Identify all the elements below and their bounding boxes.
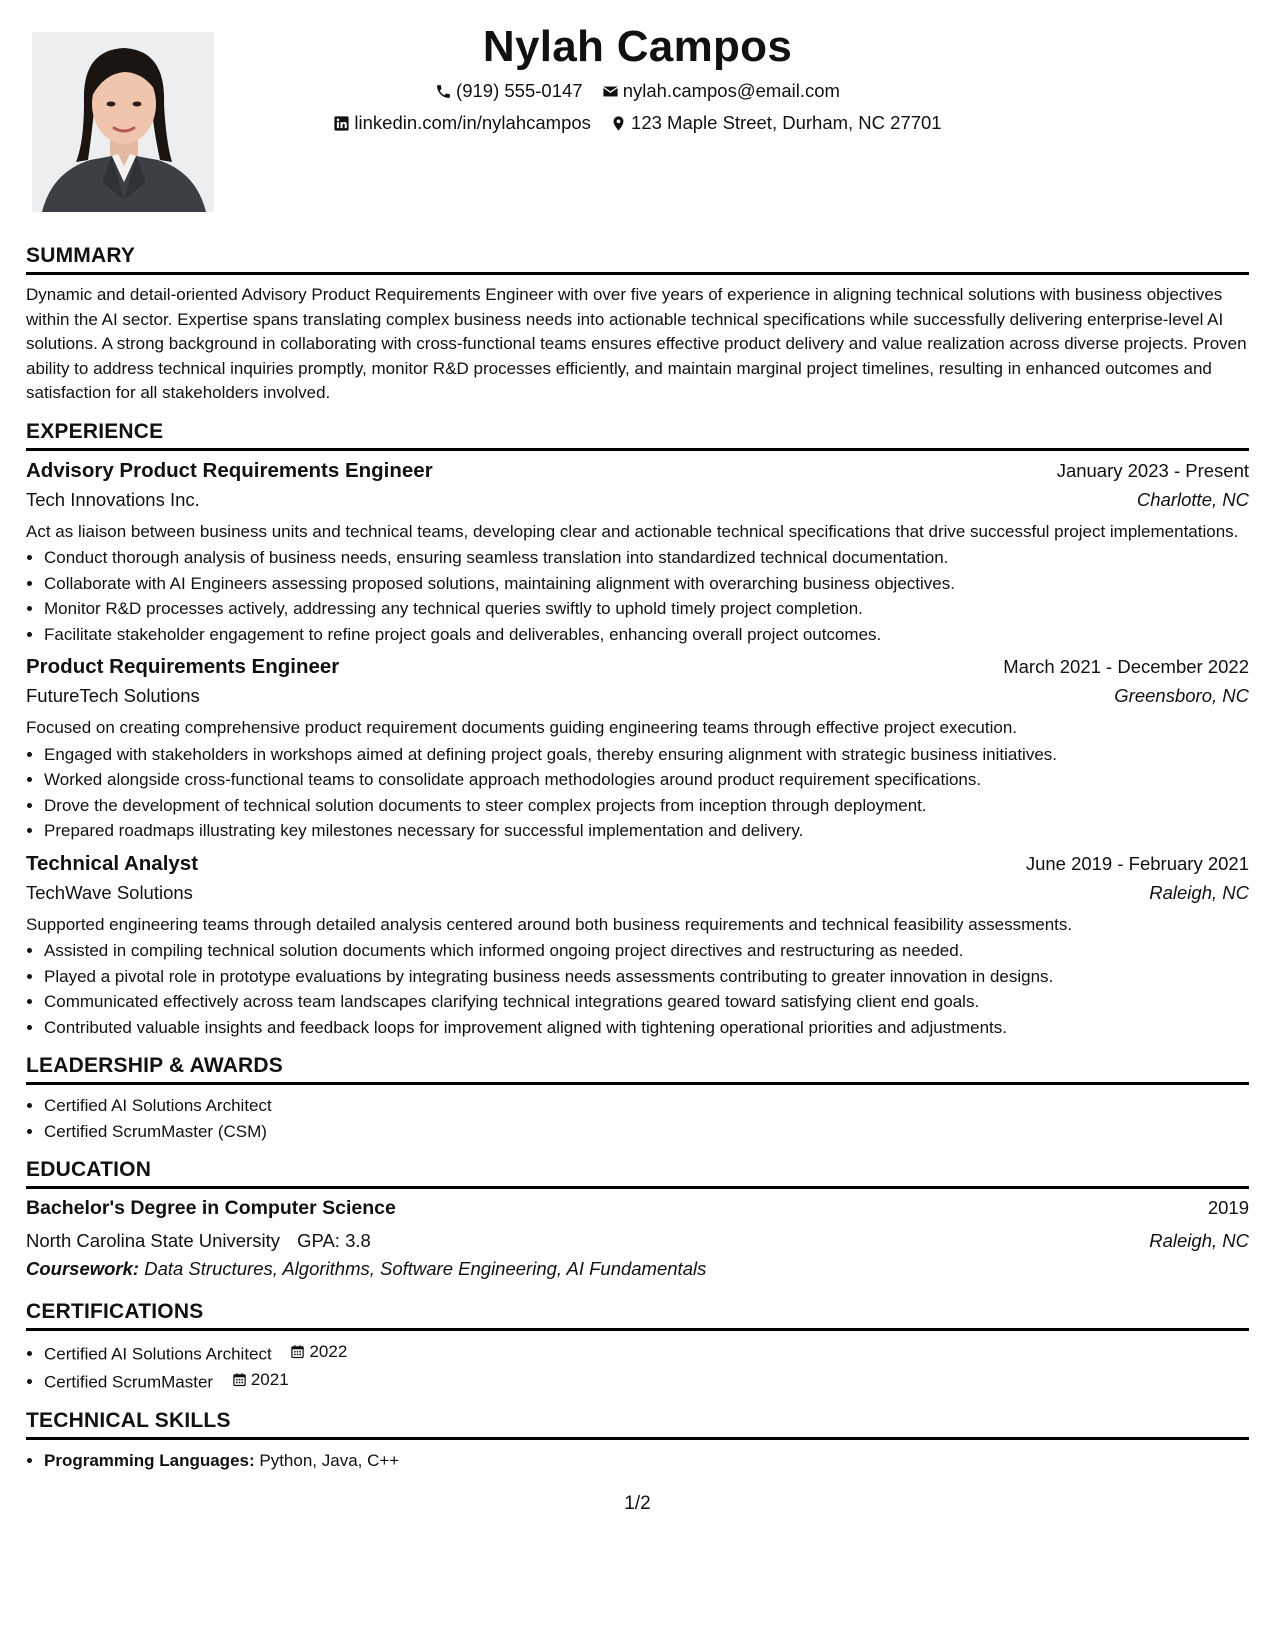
certifications-list — [26, 1339, 1249, 1395]
job-bullet: • Engaged with stakeholders in workshops aimed at defining project goals, thereby ensuring alignment with strategic business initiatives. — [44, 742, 1249, 768]
leadership-list — [26, 1093, 1249, 1144]
job-dates: January 2023 - Present — [1056, 459, 1249, 481]
contact-line-2 — [0, 112, 1275, 137]
certification-year: 2022 — [309, 1342, 348, 1361]
map-pin-icon — [610, 115, 627, 132]
leadership-item: • Certified ScrumMaster (CSM) — [44, 1119, 1249, 1145]
job-bullets — [26, 742, 1249, 844]
linkedin-text: linkedin.com/in/nylahcampos — [354, 112, 591, 133]
certification-name: Certified AI Solutions Architect — [44, 1344, 272, 1364]
section-title-leadership: LEADERSHIP & AWARDS — [26, 1054, 1249, 1085]
job-bullet: • Facilitate stakeholder engagement to refine project goals and deliverables, enhancing overall project outcomes. — [44, 622, 1249, 648]
job-description: Supported engineering teams through detailed analysis centered around both business requirements and technical feasibility assessments. — [26, 914, 1073, 934]
phone-text: (919) 555-0147 — [456, 80, 583, 101]
resume-body — [26, 244, 1249, 1487]
leadership-section — [26, 1054, 1249, 1144]
job-bullet: • Contributed valuable insights and feedback loops for improvement aligned with tightening operational priorities and adjustments. — [44, 1015, 1249, 1041]
job-entry — [26, 852, 1249, 1041]
linkedin-contact[interactable] — [333, 112, 591, 134]
skills-section — [26, 1409, 1249, 1474]
envelope-icon — [602, 83, 619, 100]
job-location: Greensboro, NC — [1114, 685, 1249, 706]
job-description: Focused on creating comprehensive product requirement documents guiding engineering teams through effective project execution. — [26, 718, 1017, 737]
job-bullet: • Communicated effectively across team landscapes clarifying technical integrations geared toward satisfying client end goals. — [44, 989, 1249, 1015]
skills-list — [26, 1448, 1249, 1474]
job-title: Technical Analyst — [26, 851, 199, 875]
section-title-skills: TECHNICAL SKILLS — [26, 1409, 1249, 1440]
certification-item — [44, 1367, 1249, 1395]
certification-name: Certified ScrumMaster — [44, 1372, 214, 1391]
job-bullet: • Collaborate with AI Engineers assessing proposed solutions, maintaining alignment with overarching business objectives. — [44, 571, 1249, 597]
job-bullet: • Assisted in compiling technical solution documents which informed ongoing project directives and restructuring as needed. — [44, 938, 1249, 964]
phone-icon — [435, 83, 452, 100]
job-entry — [26, 459, 1249, 648]
email-text: nylah.campos@email.com — [622, 80, 840, 101]
leadership-item: • Certified AI Solutions Architect — [44, 1093, 1249, 1119]
job-bullets — [26, 938, 1249, 1040]
job-location: Charlotte, NC — [1136, 488, 1249, 510]
job-dates: June 2019 - February 2021 — [1025, 852, 1249, 874]
job-bullet: • Conduct thorough analysis of business needs, ensuring seamless translation into standardized technical documentation. — [44, 545, 1249, 571]
job-bullets — [26, 545, 1249, 647]
company-name: TechWave Solutions — [26, 881, 193, 903]
section-title-experience: EXPERIENCE — [26, 420, 1249, 451]
skill-label: Programming Languages: — [44, 1450, 255, 1470]
address-contact — [610, 112, 942, 134]
job-entry — [26, 655, 1249, 844]
certification-item — [44, 1339, 1249, 1367]
job-title: Advisory Product Requirements Engineer — [26, 458, 433, 482]
email-contact[interactable] — [602, 80, 840, 102]
company-name: Tech Innovations Inc. — [26, 488, 200, 510]
summary-section — [26, 244, 1249, 406]
linkedin-icon — [333, 115, 350, 132]
candidate-name: Nylah Campos — [482, 22, 793, 71]
address-text: 123 Maple Street, Durham, NC 27701 — [631, 112, 942, 133]
section-title-certifications: CERTIFICATIONS — [26, 1300, 1249, 1331]
gpa: GPA: 3.8 — [297, 1230, 371, 1251]
job-bullet: • Drove the development of technical solution documents to steer complex projects from inception through deployment. — [44, 793, 1249, 819]
certifications-section — [26, 1300, 1249, 1395]
skill-value: Python, Java, C++ — [259, 1450, 400, 1470]
calendar-icon — [290, 1344, 305, 1359]
graduation-year: 2019 — [1207, 1197, 1249, 1218]
job-bullet: • Prepared roadmaps illustrating key milestones necessary for successful implementation and delivery. — [44, 818, 1249, 844]
job-bullet: • Monitor R&D processes actively, addressing any technical queries swiftly to uphold timely project completion. — [44, 596, 1249, 622]
phone-contact[interactable] — [435, 80, 583, 102]
job-bullet: • Played a pivotal role in prototype evaluations by integrating business needs assessments contributing to greater innovation in designs. — [44, 964, 1249, 990]
coursework — [26, 1258, 1249, 1280]
job-location: Raleigh, NC — [1149, 881, 1249, 903]
experience-section — [26, 420, 1249, 1041]
page-number: 1/2 — [624, 1493, 651, 1514]
company-name: FutureTech Solutions — [26, 685, 200, 706]
education-section — [26, 1158, 1249, 1280]
job-title: Product Requirements Engineer — [26, 655, 340, 678]
calendar-icon — [232, 1372, 247, 1387]
summary-text: Dynamic and detail-oriented Advisory Product Requirements Engineer with over five years of experience in aligning technical solutions with business objectives within the AI sector. Expertise spans translating complex business needs into actionable technical specifications while successfully delivering enterprise-level AI solutions. A strong background in collaborating with cross-functional teams ensures effective product delivery and value realization across diverse projects. Proven ability to address technical inquiries promptly, monitor R&D processes efficiently, and maintain marginal project timelines, resulting in enhanced outcomes and satisfaction for all stakeholders involved. — [26, 285, 1247, 402]
section-title-summary: SUMMARY — [26, 244, 1249, 275]
section-title-education: EDUCATION — [26, 1158, 1249, 1189]
certification-year: 2021 — [250, 1369, 289, 1389]
job-description: Act as liaison between business units and technical teams, developing clear and actionable technical specifications that drive successful project implementations. — [26, 521, 1239, 541]
contact-line-1 — [0, 80, 1275, 105]
coursework-list: Data Structures, Algorithms, Software Engineering, AI Fundamentals — [144, 1258, 707, 1279]
school-location: Raleigh, NC — [1149, 1230, 1249, 1251]
degree-name: Bachelor's Degree in Computer Science — [26, 1197, 396, 1219]
job-dates: March 2021 - December 2022 — [1003, 656, 1249, 677]
skill-item — [44, 1448, 1249, 1474]
school-name: North Carolina State University — [26, 1230, 280, 1251]
job-bullet: • Worked alongside cross-functional teams to consolidate approach methodologies around product requirement specifications. — [44, 767, 1249, 793]
coursework-label: Coursework: — [26, 1258, 140, 1279]
